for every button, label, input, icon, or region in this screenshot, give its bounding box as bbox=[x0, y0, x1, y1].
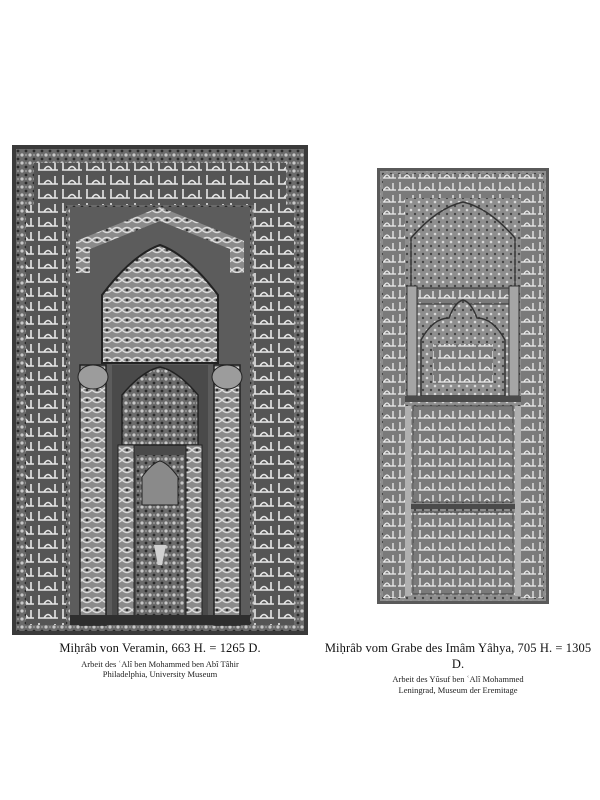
caption-veramin bbox=[12, 641, 308, 680]
mihrab-veramin-photo bbox=[12, 145, 308, 635]
caption-location: Philadelphia, University Museum bbox=[102, 669, 218, 680]
caption-title: Miḥrâb von Veramin, 663 H. = 1265 D. bbox=[59, 641, 261, 655]
caption-artist: Arbeit des ʿAlî ben Mohammed ben Abî Tâhir bbox=[81, 658, 239, 669]
caption-location: Leningrad, Museum der Eremitage bbox=[398, 684, 518, 695]
caption-artist: Arbeit des Yûsuf ben ʿAlî Mohammed bbox=[392, 674, 524, 685]
caption-imam-yahya bbox=[318, 641, 598, 696]
caption-title: Miḥrâb vom Grabe des Imâm Yâhya, 705 H. = 1305 D. bbox=[324, 641, 592, 671]
mihrab-imam-yahya-photo bbox=[377, 168, 549, 604]
